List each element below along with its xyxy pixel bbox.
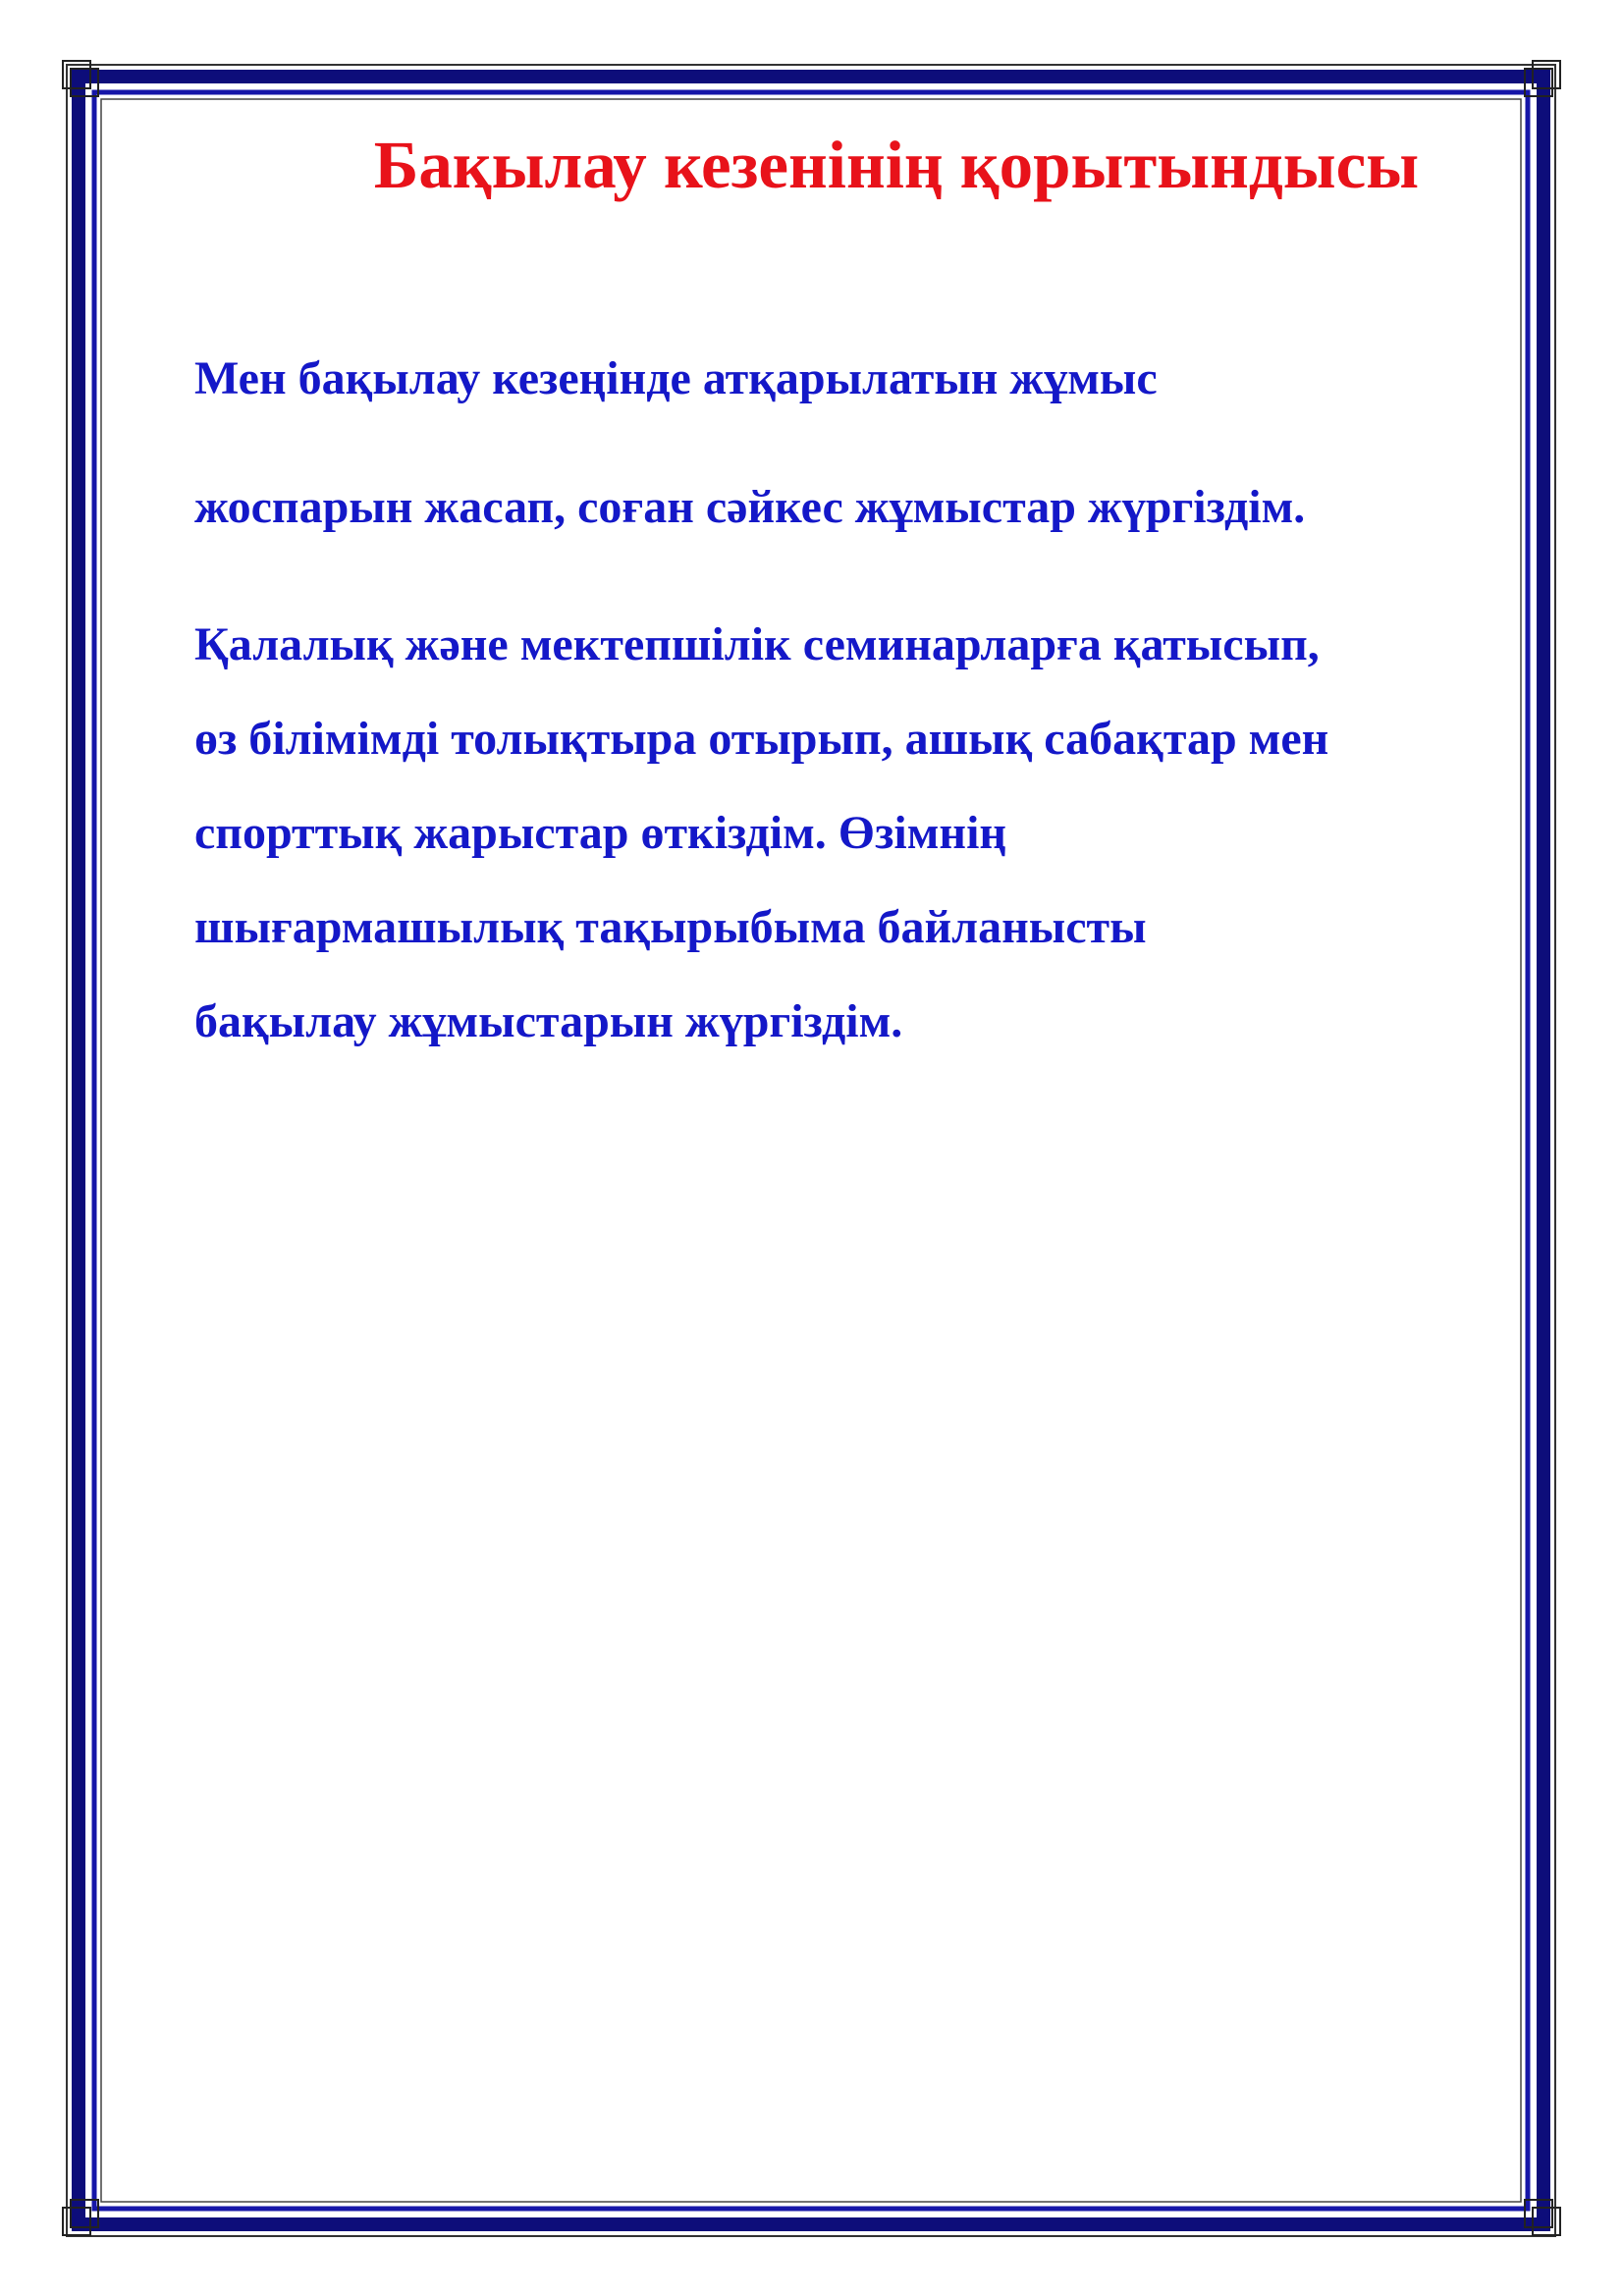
paragraph-line: жоспарын жасап, соған сәйкес жұмыстар жүргіздім. (194, 481, 1306, 533)
paragraph-line: өз білімімді толықтыра отырып, ашық сабақтар мен (194, 713, 1329, 765)
paragraph-1 (194, 347, 1530, 539)
paragraph-line: Мен бақылау кезеңінде атқарылатын жұмыс (194, 352, 1158, 404)
document-content (194, 118, 1530, 1069)
paragraph-line: шығармашылық тақырыбыма байланысты (194, 901, 1147, 953)
paragraph-2 (194, 598, 1530, 1069)
paragraph-line: Қалалық және мектепшілік семинарларға қатысып, (194, 618, 1320, 670)
paragraph-line: спорттық жарыстар өткіздім. Өзімнің (194, 807, 1007, 859)
document-title: Бақылау кезенінің қорытындысы (373, 128, 1420, 202)
paragraph-line: бақылау жұмыстарын жүргіздім. (194, 995, 903, 1047)
